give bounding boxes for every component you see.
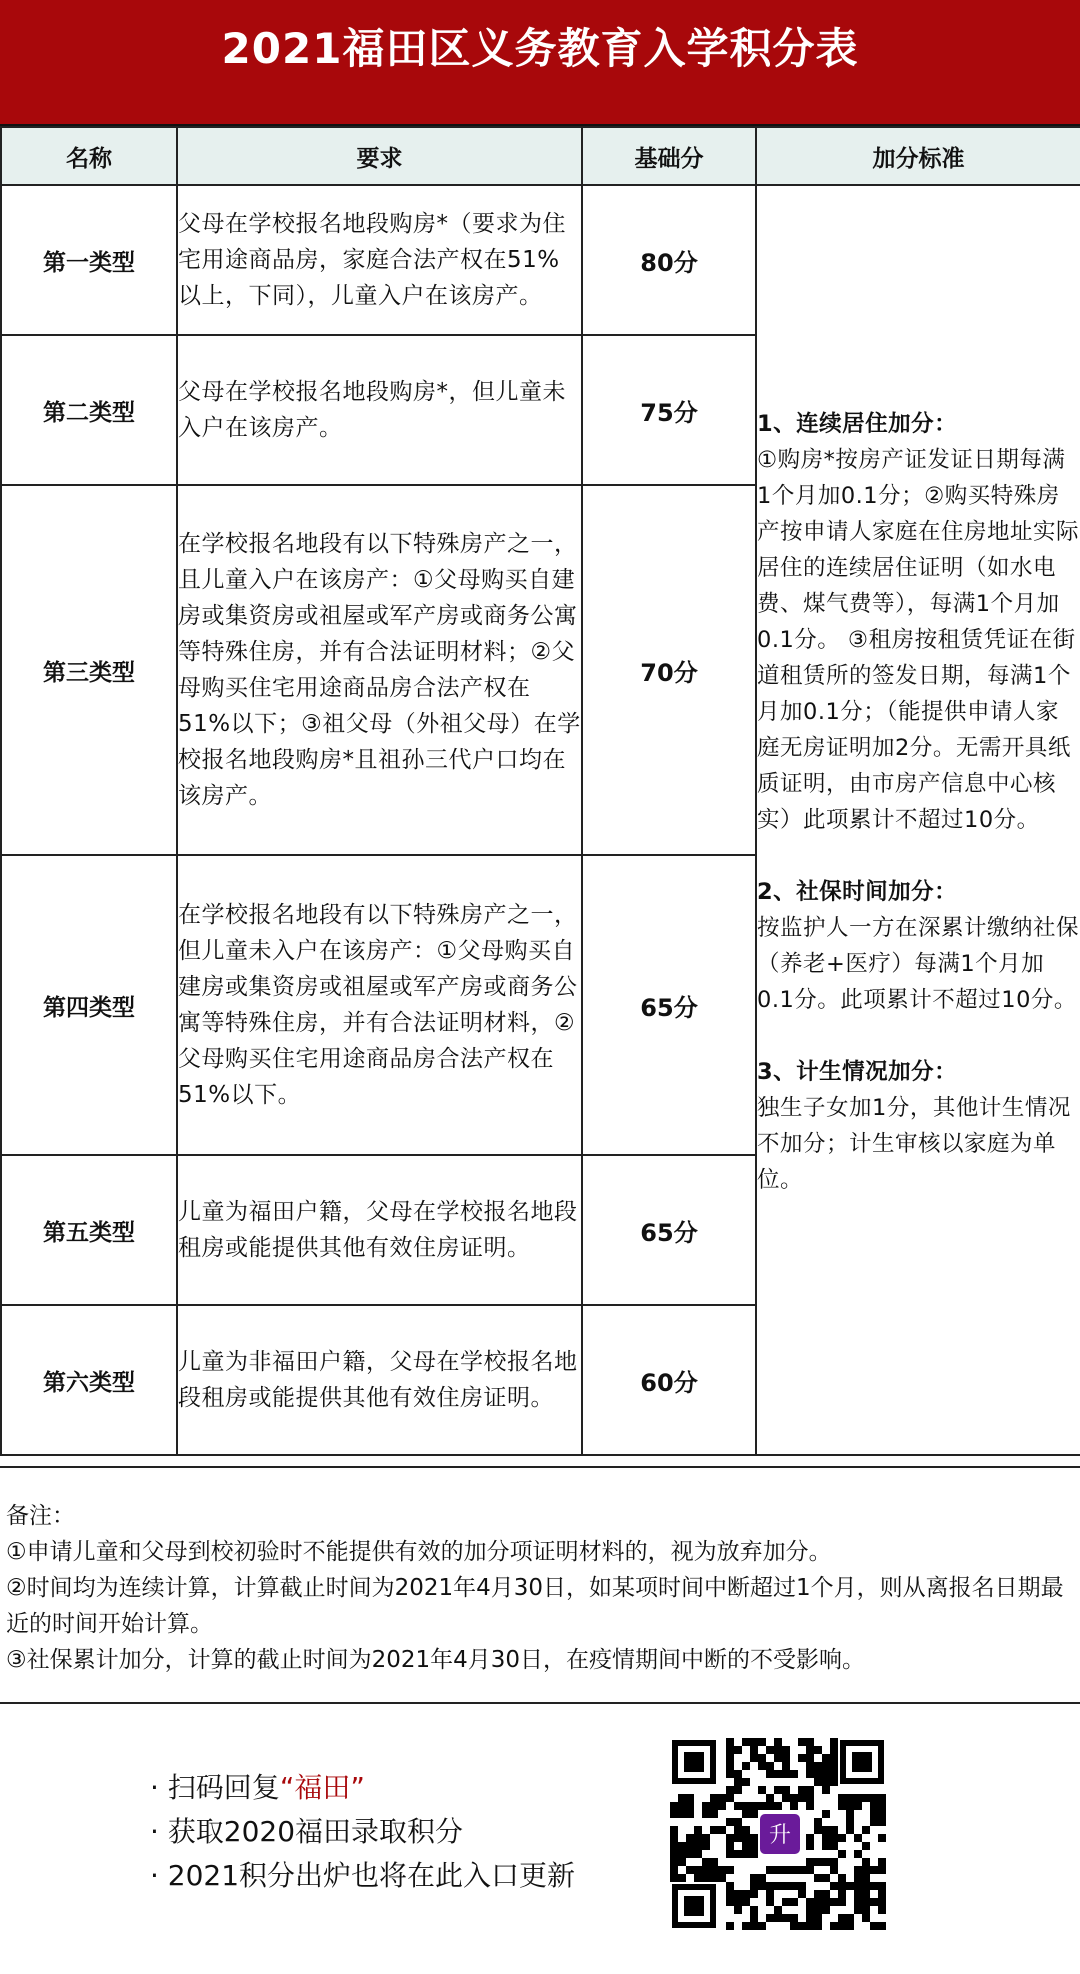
row-base-score: 60分: [582, 1305, 756, 1455]
bonus-section-1-title: 1、连续居住加分：: [757, 411, 958, 437]
qr-finder-bottom-left: [672, 1884, 716, 1928]
col-header-name: 名称: [1, 127, 177, 185]
row-name: 第一类型: [1, 185, 177, 335]
notes-label: 备注：: [6, 1503, 75, 1529]
row-name: 第五类型: [1, 1155, 177, 1305]
row-base-score: 80分: [582, 185, 756, 335]
row-requirement: 在学校报名地段有以下特殊房产之一，且儿童入户在该房产：①父母购买自建房或集资房或祖屋或军产房或商务公寓等特殊住房，并有合法证明材料；②父母购买住宅用途商品房合法产权在51%以下；③祖父母（外祖父母）在学校报名地段购房*且祖孙三代户口均在该房产。: [177, 485, 582, 855]
score-table: [0, 126, 1080, 1456]
promo-line-1: [150, 1766, 575, 1810]
col-header-bonus: 加分标准: [756, 127, 1080, 185]
promo-text: [150, 1766, 575, 1898]
score-table-wrap: [0, 124, 1080, 1456]
row-name: 第二类型: [1, 335, 177, 485]
note-item: ③社保累计加分，计算的截止时间为2021年4月30日，在疫情期间中断的不受影响。: [6, 1647, 866, 1673]
bonus-section-3-title: 3、计生情况加分：: [757, 1059, 958, 1085]
row-name: 第三类型: [1, 485, 177, 855]
qr-code[interactable]: [666, 1734, 890, 1934]
note-item: ①申请儿童和父母到校初验时不能提供有效的加分项证明材料的，视为放弃加分。: [6, 1539, 832, 1565]
row-base-score: 65分: [582, 855, 756, 1155]
promo-line-2: · 获取2020福田录取积分: [150, 1815, 464, 1848]
qr-badge-glyph: 升: [768, 1823, 792, 1848]
bonus-section-2-text: 按监护人一方在深累计缴纳社保（养老+医疗）每满1个月加0.1分。此项累计不超过10分。: [757, 915, 1080, 1013]
col-header-base: 基础分: [582, 127, 756, 185]
promo-keyword: “福田”: [279, 1771, 365, 1804]
qr-finder-top-right: [840, 1740, 884, 1784]
bonus-section-2-title: 2、社保时间加分：: [757, 879, 958, 905]
row-requirement: 父母在学校报名地段购房*，但儿童未入户在该房产。: [177, 335, 582, 485]
bonus-section-3-text: 独生子女加1分，其他计生情况不加分；计生审核以家庭为单位。: [757, 1095, 1071, 1193]
bonus-section-1-text: ①购房*按房产证发证日期每满1个月加0.1分；②购买特殊房产按申请人家庭在住房地址实际居住的连续居住证明（如水电费、煤气费等），每满1个月加0.1分。 ③租房按租赁凭证在街道租赁所的签发日期，每满1个月加0.1分；（能提供申请人家庭无房证明加2分。无需开具纸质证明，由市房产信息中心核实）此项累计不超过10分。: [757, 447, 1080, 833]
page-title: 2021福田区义务教育入学积分表: [0, 0, 1080, 124]
notes-section: [0, 1466, 1080, 1704]
col-header-requirement: 要求: [177, 127, 582, 185]
row-base-score: 70分: [582, 485, 756, 855]
row-requirement: 儿童为非福田户籍，父母在学校报名地段租房或能提供其他有效住房证明。: [177, 1305, 582, 1455]
row-name: 第六类型: [1, 1305, 177, 1455]
qr-finder-top-left: [672, 1740, 716, 1784]
table-row: [1, 185, 1080, 335]
table-header-row: [1, 127, 1080, 185]
promo-footer: [0, 1704, 1080, 1974]
note-item: ②时间均为连续计算，计算截止时间为2021年4月30日，如某项时间中断超过1个月，则从离报名日期最近的时间开始计算。: [6, 1575, 1064, 1637]
row-requirement: 在学校报名地段有以下特殊房产之一，但儿童未入户在该房产：①父母购买自建房或集资房或祖屋或军产房或商务公寓等特殊住房，并有合法证明材料，②父母购买住宅用途商品房合法产权在51%以下。: [177, 855, 582, 1155]
row-base-score: 65分: [582, 1155, 756, 1305]
row-base-score: 75分: [582, 335, 756, 485]
row-requirement: 儿童为福田户籍，父母在学校报名地段租房或能提供其他有效住房证明。: [177, 1155, 582, 1305]
bonus-criteria: [756, 185, 1080, 1455]
row-name: 第四类型: [1, 855, 177, 1155]
promo-line-1-text: · 扫码回复: [150, 1771, 280, 1804]
promo-line-3: · 2021积分出炉也将在此入口更新: [150, 1859, 576, 1892]
row-requirement: 父母在学校报名地段购房*（要求为住宅用途商品房，家庭合法产权在51%以上，下同），儿童入户在该房产。: [177, 185, 582, 335]
